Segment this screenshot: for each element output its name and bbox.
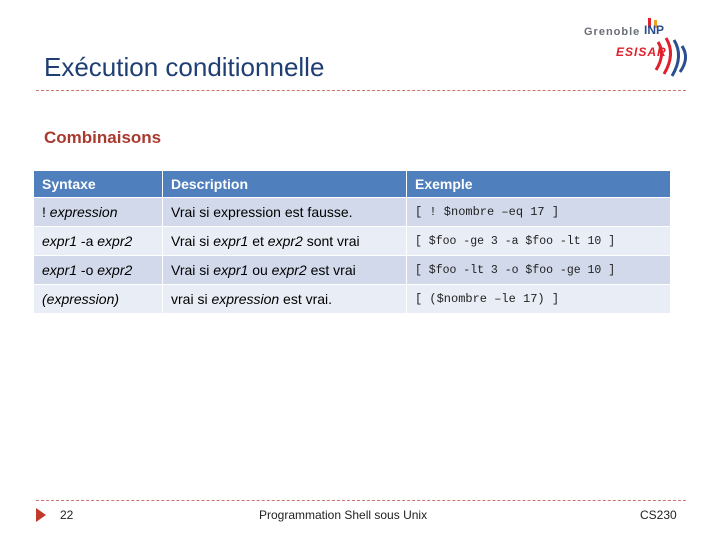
syntax-cell <box>34 227 163 256</box>
text-run: expression <box>49 204 118 220</box>
text-run: expr2 <box>97 233 133 249</box>
example-cell: [ $foo -lt 3 -o $foo -ge 10 ] <box>407 256 671 285</box>
text-run: expr1 <box>42 262 78 278</box>
text-run: -a <box>77 233 98 249</box>
table-row <box>34 285 671 314</box>
logo-city: Grenoble <box>584 26 641 38</box>
syntax-cell <box>34 285 163 314</box>
text-run: ! <box>42 204 50 220</box>
page-number: 22 <box>60 508 74 522</box>
grenoble-inp-esisar-logo <box>584 18 694 80</box>
description-cell <box>163 227 407 256</box>
header-example: Exemple <box>407 171 671 198</box>
footer-course-title: Programmation Shell sous Unix <box>259 508 428 522</box>
text-run: est vrai. <box>279 291 333 307</box>
logo-inp: INP <box>644 23 665 37</box>
description-cell <box>163 256 407 285</box>
table-row <box>34 256 671 285</box>
text-run: expr1 <box>213 262 249 278</box>
text-run: expr2 <box>97 262 133 278</box>
text-run: sont vrai <box>302 233 360 249</box>
section-title: Combinaisons <box>44 128 162 147</box>
text-run: et <box>248 233 268 249</box>
text-run: vrai si <box>171 291 212 307</box>
slide-title: Exécution conditionnelle <box>44 52 325 82</box>
footer-divider <box>36 500 686 501</box>
example-cell: [ ($nombre –le 17) ] <box>407 285 671 314</box>
text-run: expr1 <box>213 233 249 249</box>
table-row <box>34 227 671 256</box>
text-run: expression <box>211 291 280 307</box>
syntax-cell <box>34 256 163 285</box>
table-row <box>34 198 671 227</box>
logo-school: ESISAR <box>616 45 667 59</box>
combinations-table <box>33 170 671 314</box>
text-run: expr2 <box>267 233 303 249</box>
example-cell: [ ! $nombre –eq 17 ] <box>407 198 671 227</box>
text-run: -o <box>77 262 98 278</box>
text-run: (expression) <box>42 291 120 307</box>
text-run: Vrai si expression est fausse. <box>171 204 353 220</box>
text-run: Vrai si <box>171 262 214 278</box>
description-cell <box>163 285 407 314</box>
title-divider <box>36 90 686 91</box>
play-marker-icon <box>36 508 46 522</box>
header-description: Description <box>163 171 407 198</box>
text-run: est vrai <box>306 262 356 278</box>
table-header-row <box>34 171 671 198</box>
text-run: ou <box>248 262 272 278</box>
text-run: expr1 <box>42 233 78 249</box>
header-syntax: Syntaxe <box>34 171 163 198</box>
syntax-cell <box>34 198 163 227</box>
description-cell <box>163 198 407 227</box>
text-run: Vrai si <box>171 233 214 249</box>
example-cell: [ $foo -ge 3 -a $foo -lt 10 ] <box>407 227 671 256</box>
text-run: expr2 <box>271 262 307 278</box>
footer-course-code: CS230 <box>640 508 677 522</box>
